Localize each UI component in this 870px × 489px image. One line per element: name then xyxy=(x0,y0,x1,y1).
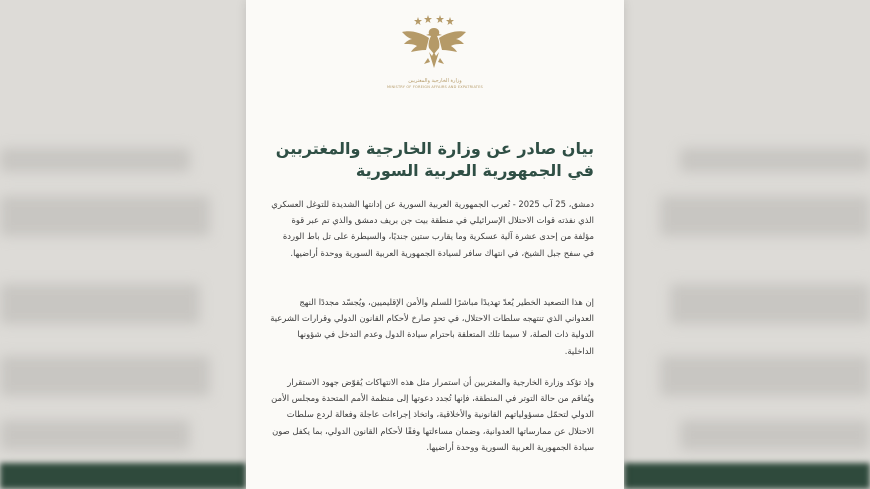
statement-paragraph-1: دمشق، 25 آب 2025 - تُعرب الجمهورية العربية السورية عن إدانتها الشديدة للتوغل العسكري الذي نفذته قوات الاحتلال الإسرائيلي في منطقة بيت جن بريف دمشق والذي تم عبر قوة مؤلفة من إحدى عشرة آلية عسكرية وما يقارب ستين جنديًا، والسيطرة على تل باط الوردة في سفح جبل الشيخ، في انتهاك سافر لسيادة الجمهورية العربية السورية ووحدة أراضيها. xyxy=(271,199,594,258)
blurred-text-block xyxy=(660,356,870,396)
statement-paragraph-2: إن هذا التصعيد الخطير يُعدّ تهديدًا مباشرًا للسلم والأمن الإقليميين، ويُجسّد مجددًا النهج العدواني الذي تنتهجه سلطات الاحتلال، في تحدٍ صارخ لأحكام القانون الدولي وقرارات الشرعية الدولية ذات الصلة، لا سيما تلك المتعلقة باحترام سيادة الدول وعدم التدخل في شؤونها الداخلية. xyxy=(270,297,594,356)
statement-title-line2: في الجمهورية العربية السورية xyxy=(355,161,594,180)
blurred-text-block xyxy=(0,284,200,324)
blurred-text-block xyxy=(670,284,870,324)
emblem-caption-ar: وزارة الخارجية والمغتربين xyxy=(408,78,462,84)
blurred-text-block xyxy=(680,420,870,450)
blurred-text-block xyxy=(680,148,870,172)
blurred-text-block xyxy=(0,420,190,450)
statement-paragraph-3: وإذ تؤكد وزارة الخارجية والمغتربين أن استمرار مثل هذه الانتهاكات يُقوّض جهود الاستقرار ويُفاقم من حالة التوتر في المنطقة، فإنها تُجدد دعوتها إلى منظمة الأمم المتحدة ومجلس الأمن الدولي لتحمّل مسؤولياتهم القانونية والأخلاقية، واتخاذ إجراءات عاجلة وفعالة لردع سلطات الاحتلال عن ممارساتها العدوانية، وضمان مساءلتها وفقًا لأحكام القانون الدولي، بما يكفل صون سيادة الجمهورية العربية السورية ووحدة أراضيها. xyxy=(271,377,594,452)
blurred-text-block xyxy=(0,196,210,236)
blurred-text-block xyxy=(0,148,190,172)
blurred-text-block xyxy=(0,356,210,396)
blurred-text-block xyxy=(660,196,870,236)
statement-title-line1: بيان صادر عن وزارة الخارجية والمغتربين xyxy=(275,139,594,158)
blurred-footer-strip xyxy=(0,463,246,489)
statement-document xyxy=(246,0,624,489)
emblem-caption-en: MINISTRY OF FOREIGN AFFAIRS AND EXPATRIATES xyxy=(387,85,483,89)
blurred-footer-strip xyxy=(624,463,870,489)
